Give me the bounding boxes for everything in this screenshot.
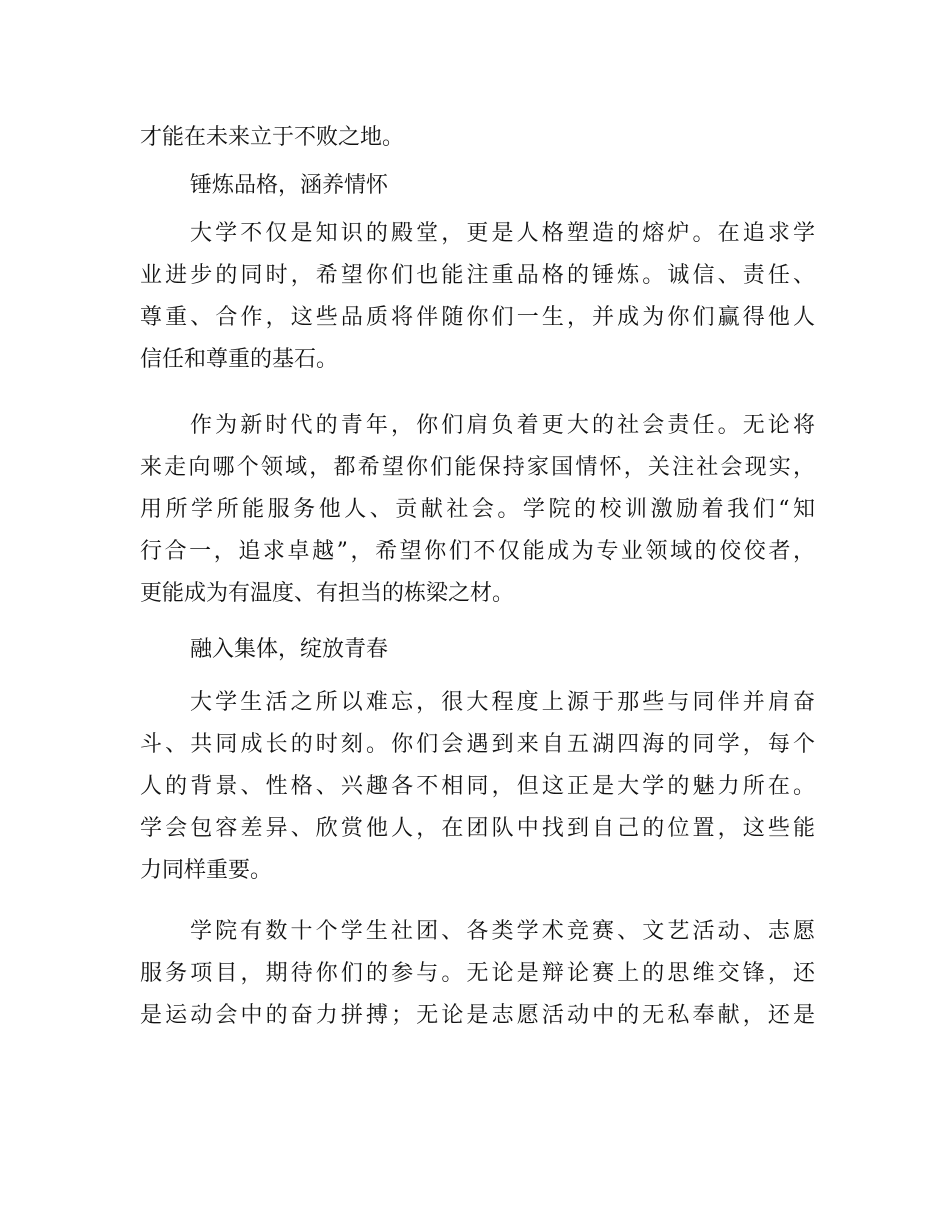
paragraph-line: 信任和尊重的基石。 (140, 347, 339, 372)
paragraph-line: 来走向哪个领域，都希望你们能保持家国情怀，关注社会现实， (140, 455, 815, 480)
paragraph-line: 用所学所能服务他人、贡献社会。学院的校训激励着我们“知 (140, 497, 815, 522)
paragraph-line: 服务项目，期待你们的参与。无论是辩论赛上的思维交锋，还 (140, 961, 815, 986)
paragraph-line: 学会包容差异、欣赏他人，在团队中找到自己的位置，这些能 (140, 816, 815, 841)
paragraph-line: 学院有数十个学生社团、各类学术竞赛、文艺活动、志愿 (190, 919, 815, 944)
paragraph-line: 才能在未来立于不败之地。 (140, 125, 405, 150)
paragraph-line: 是运动会中的奋力拼搏；无论是志愿活动中的无私奉献，还是 (140, 1003, 815, 1028)
paragraph-line: 行合一，追求卓越”，希望你们不仅能成为专业领域的佼佼者， (140, 539, 815, 564)
paragraph-line: 更能成为有温度、有担当的栋梁之材。 (140, 581, 515, 606)
paragraph-line: 力同样重要。 (140, 858, 273, 883)
paragraph-line: 作为新时代的青年，你们肩负着更大的社会责任。无论将 (190, 413, 815, 438)
paragraph-line: 大学不仅是知识的殿堂，更是人格塑造的熔炉。在追求学 (190, 221, 815, 246)
paragraph-line: 尊重、合作，这些品质将伴随你们一生，并成为你们赢得他人 (140, 305, 815, 330)
paragraph-line: 斗、共同成长的时刻。你们会遇到来自五湖四海的同学，每个 (140, 732, 815, 757)
section-heading: 锤炼品格，涵养情怀 (190, 173, 389, 198)
paragraph-line: 人的背景、性格、兴趣各不相同，但这正是大学的魅力所在。 (140, 774, 815, 799)
section-heading: 融入集体，绽放青春 (190, 637, 389, 662)
paragraph-line: 大学生活之所以难忘，很大程度上源于那些与同伴并肩奋 (190, 690, 815, 715)
paragraph-line: 业进步的同时，希望你们也能注重品格的锤炼。诚信、责任、 (140, 263, 815, 288)
